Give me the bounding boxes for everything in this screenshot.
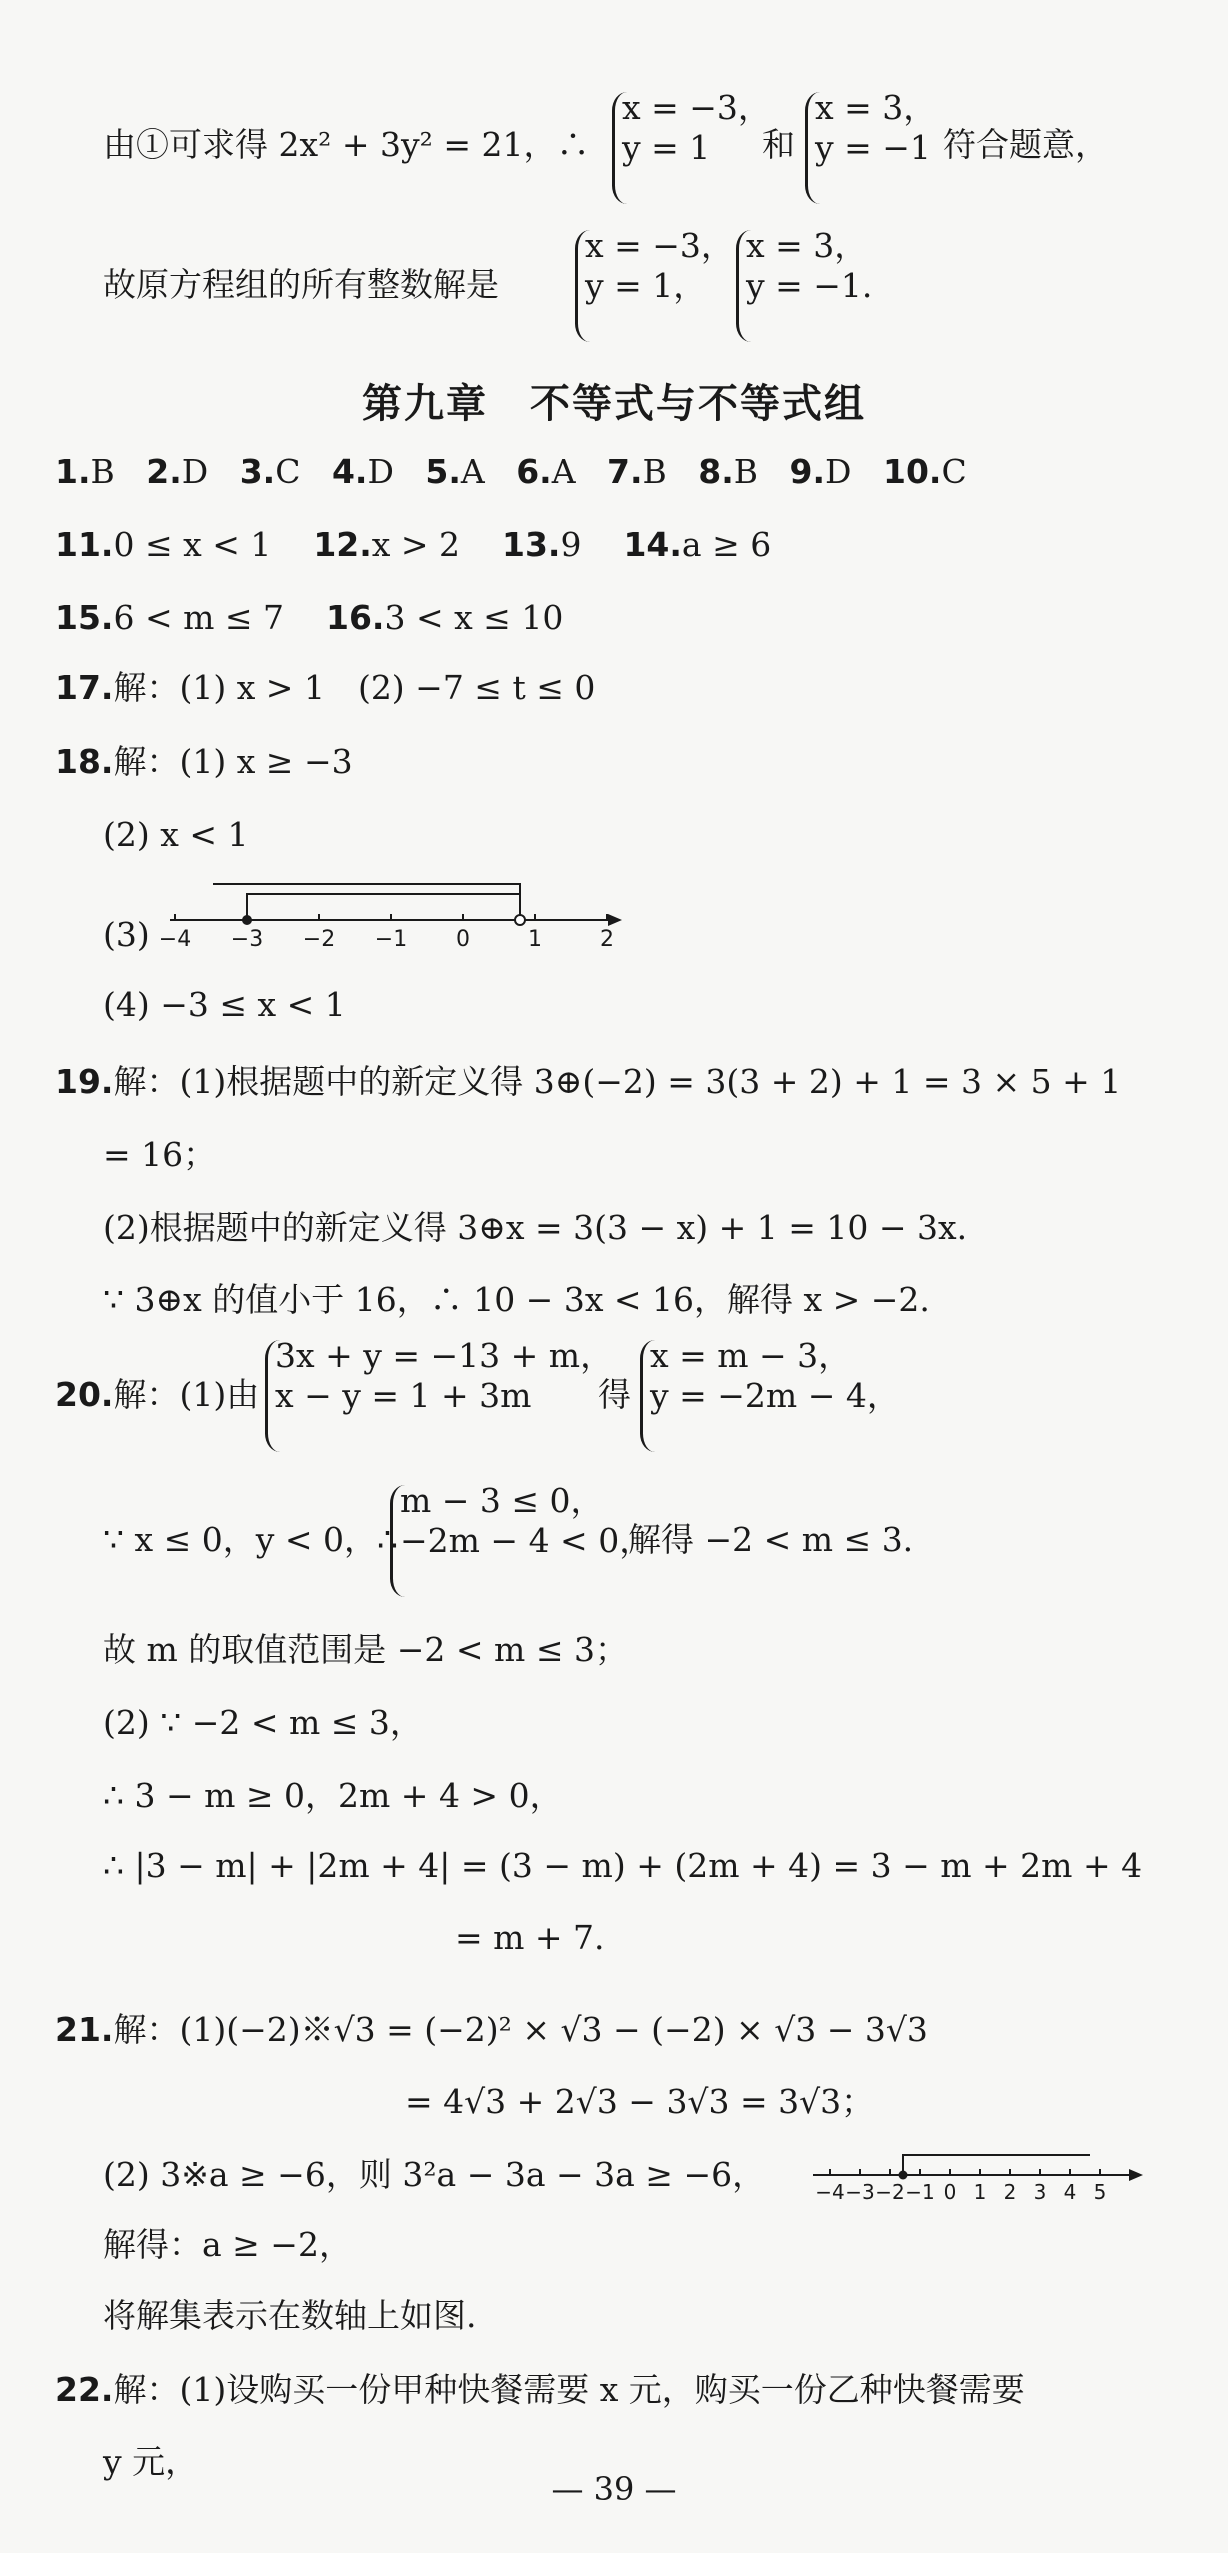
q18-part-2: (2) x < 1 <box>103 815 249 854</box>
solution-range-x-ge-neg3 <box>247 894 520 920</box>
open-point <box>515 915 525 925</box>
q20-line-5: ∴ 3 − m ≥ 0，2m + 4 > 0， <box>103 1776 563 1815</box>
axis-tick-label: 2 <box>600 927 614 952</box>
q19-line-3: (2)根据题中的新定义得 3⊕x = 3(3 − x) + 1 = 10 − 3x. <box>103 1208 968 1247</box>
answers-row-3: 15.6 < m ≤ 7 16.3 < x ≤ 10 <box>55 598 564 637</box>
system-a: x = −3， y = 1 <box>622 88 771 167</box>
q20-line-3: 故 m 的取值范围是 −2 < m ≤ 3； <box>103 1630 628 1669</box>
axis-tick-label: −3 <box>230 927 264 952</box>
axis-tick-label: 1 <box>973 2180 987 2204</box>
q19-line-2: = 16； <box>103 1135 217 1174</box>
closed-point <box>242 915 252 925</box>
q20-system-3: m − 3 ≤ 0， −2m − 4 < 0， <box>400 1481 653 1560</box>
system-b: x = 3， y = −1 <box>815 88 937 167</box>
q18-part-4: (4) −3 ≤ x < 1 <box>103 985 346 1024</box>
q20-system-1: 3x + y = −13 + m， x − y = 1 + 3m <box>275 1336 614 1415</box>
q20-line-2: ∵ x ≤ 0，y < 0，∴ <box>103 1520 398 1559</box>
question-18: 18.解：(1) x ≥ −3 <box>55 742 353 781</box>
axis-tick-label: −1 <box>374 927 408 952</box>
solution-range-a-ge-neg2 <box>903 2155 1090 2175</box>
q21-line-3: (2) 3※a ≥ −6，则 3²a − 3a − 3a ≥ −6， <box>103 2155 766 2194</box>
closed-point <box>899 2171 908 2180</box>
axis-tick-label: −3 <box>845 2180 875 2204</box>
q20-line-4: (2) ∵ −2 < m ≤ 3， <box>103 1703 423 1742</box>
q20-line-7: = m + 7. <box>455 1918 605 1957</box>
q22-line-2: y 元， <box>103 2442 199 2481</box>
question-20: 20.解：(1)由 <box>55 1375 260 1414</box>
solution-line-2: 故原方程组的所有整数解是 <box>103 265 499 304</box>
number-line-q18 <box>150 870 630 960</box>
axis-arrow-icon <box>608 914 622 926</box>
number-line-q21 <box>805 2145 1150 2225</box>
answers-row-2: 11.0 ≤ x < 1 12.x > 2 13.9 14.a ≥ 6 <box>55 525 772 564</box>
solution-line-1: 由①可求得 2x² + 3y² = 21，∴ <box>103 125 590 164</box>
question-21: 21.解：(1)(−2)※√3 = (−2)² × √3 − (−2) × √3 − 3√3 <box>55 2010 928 2049</box>
system-d: x = 3， y = −1. <box>746 226 873 305</box>
axis-tick-label: 0 <box>456 927 470 952</box>
q21-line-4: 解得：a ≥ −2， <box>103 2225 352 2264</box>
axis-tick-label: −4 <box>815 2180 845 2204</box>
axis-tick-label: 1 <box>528 927 542 952</box>
question-22: 22.解：(1)设购买一份甲种快餐需要 x 元，购买一份乙种快餐需要 <box>55 2370 1025 2409</box>
axis-tick-label: 0 <box>943 2180 957 2204</box>
chapter-heading: 第九章 不等式与不等式组 <box>362 381 866 427</box>
axis-tick-label: 3 <box>1033 2180 1047 2204</box>
axis-tick-label: 4 <box>1063 2180 1077 2204</box>
q20-system-2: x = m − 3， y = −2m − 4， <box>650 1336 900 1415</box>
axis-tick-label: −2 <box>302 927 336 952</box>
q20-de: 得 <box>598 1375 631 1414</box>
q21-line-5: 将解集表示在数轴上如图. <box>103 2296 477 2335</box>
q20-line-6: ∴ |3 − m| + |2m + 4| = (3 − m) + (2m + 4) = 3 − m + 2m + 4 <box>103 1846 1143 1885</box>
system-c: x = −3， y = 1， <box>585 226 734 305</box>
answers-row-1: 1.B 2.D 3.C 4.D 5.A 6.A 7.B 8.B 9.D 10.C <box>55 452 967 491</box>
solution-range-x-lt-1 <box>213 884 520 920</box>
q20-result: 解得 −2 < m ≤ 3. <box>628 1520 914 1559</box>
axis-tick-label: −4 <box>158 927 192 952</box>
axis-tick-label: 5 <box>1093 2180 1107 2204</box>
and-text: 和 <box>762 125 795 164</box>
page-number: — 39 — <box>551 2470 677 2508</box>
condition-text: 符合题意， <box>943 125 1108 164</box>
axis-tick-label: −1 <box>905 2180 935 2204</box>
q19-line-4: ∵ 3⊕x 的值小于 16，∴ 10 − 3x < 16，解得 x > −2. <box>103 1280 930 1319</box>
q21-line-2: = 4√3 + 2√3 − 3√3 = 3√3； <box>405 2082 875 2121</box>
axis-arrow-icon <box>1129 2169 1143 2181</box>
q18-part-3-label: (3) <box>103 915 150 954</box>
question-19: 19.解：(1)根据题中的新定义得 3⊕(−2) = 3(3 + 2) + 1 = 3 × 5 + 1 <box>55 1062 1122 1101</box>
question-17: 17.解：(1) x > 1 (2) −7 ≤ t ≤ 0 <box>55 668 596 707</box>
axis-tick-label: −2 <box>875 2180 905 2204</box>
axis-tick-label: 2 <box>1003 2180 1017 2204</box>
